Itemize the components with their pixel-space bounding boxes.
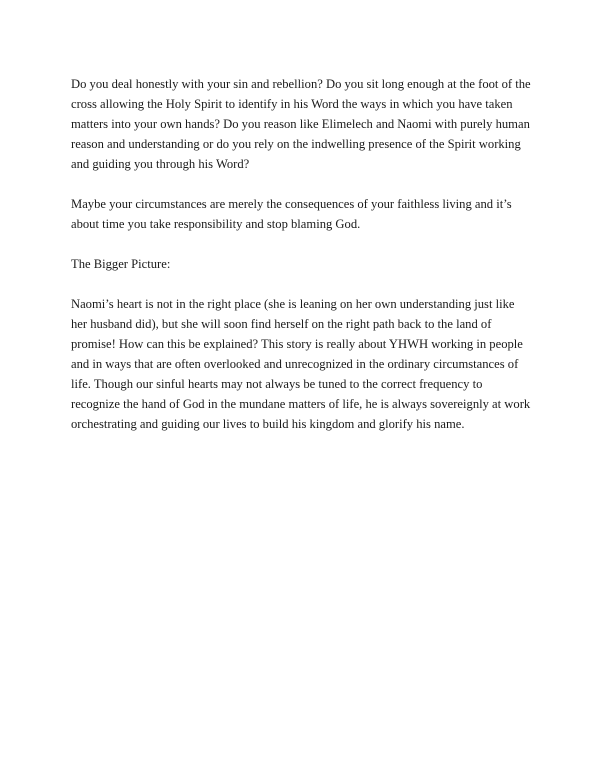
paragraph-circumstances: Maybe your circumstances are merely the consequences of your faithless living and it’s about time you take responsibility and stop blaming God. (71, 197, 512, 231)
section-heading-bigger-picture: The Bigger Picture: (71, 257, 171, 271)
document-body (71, 74, 533, 454)
paragraph-sin-and-rebellion: Do you deal honestly with your sin and rebellion? Do you sit long enough at the foot of the cross allowing the Holy Spirit to identify in his Word the ways in which you have taken matters into your own hands? Do you reason like Elimelech and Naomi with purely human reason and understanding or do you rely on the indwelling presence of the Spirit working and guiding you through his Word? (71, 77, 531, 171)
paragraph-bigger-picture: Naomi’s heart is not in the right place (she is leaning on her own understanding just like her husband did), but she will soon find herself on the right path back to the land of promise! How can this be explained? This story is really about YHWH working in people and in ways that are often overlooked and unrecognized in the ordinary circumstances of life. Though our sinful hearts may not always be tuned to the correct frequency to recognize the hand of God in the mundane matters of life, he is always sovereignly at work orchestrating and guiding our lives to build his kingdom and glorify his name. (71, 297, 531, 431)
